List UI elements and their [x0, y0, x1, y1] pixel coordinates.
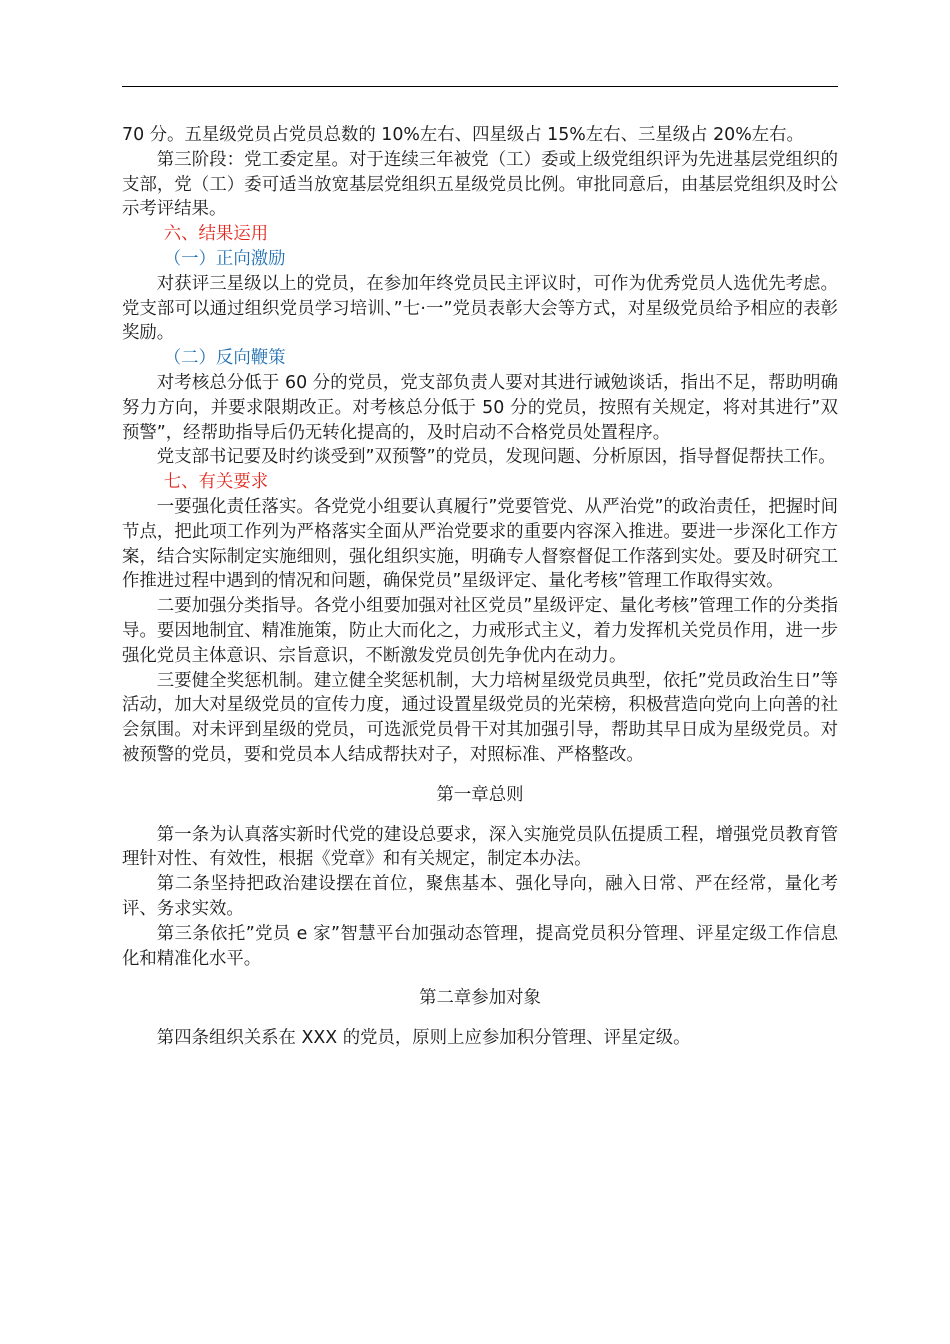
chapter-heading-two: 第二章参加对象 [419, 988, 541, 1009]
paragraph-continuation: 70 分。五星级党员占党员总数的 10%左右、四星级占 15%左右、三星级占 20%左右。 [122, 125, 804, 145]
document-body [122, 123, 838, 1051]
paragraph-positive-incentive: 对获评三星级以上的党员，在参加年终党员民主评议时，可作为优秀党员人选优先考虑。党支部可以通过组织党员学习培训、”七·一”党员表彰大会等方式，对星级党员给予相应的表彰奖励。 [122, 273, 838, 344]
paragraph-stage-three: 第三阶段：党工委定星。对于连续三年被党（工）委或上级党组织评为先进基层党组织的支部，党（工）委可适当放宽基层党组织五星级党员比例。审批同意后，由基层党组织及时公示考评结果。 [122, 149, 838, 220]
paragraph-secretary-talk: 党支部书记要及时约谈受到”双预警”的党员，发现问题、分析原因，指导督促帮扶工作。 [156, 447, 836, 468]
subsection-heading-positive: （一）正向激励 [163, 248, 286, 269]
chapter-heading-one: 第一章总则 [436, 784, 524, 805]
paragraph-guidance: 二要加强分类指导。各党小组要加强对社区党员”星级评定、量化考核”管理工作的分类指导。要因地制宜、精准施策，防止大而化之，力戒形式主义，着力发挥机关党员作用，进一步强化党员主体意识、宗旨意识，不断激发党员创先争优内在动力。 [122, 596, 838, 666]
paragraph-article-one: 第一条为认真落实新时代党的建设总要求，深入实施党员队伍提质工程，增强党员教育管理针对性、有效性，根据《党章》和有关规定，制定本办法。 [122, 824, 838, 870]
subsection-heading-negative: （二）反向鞭策 [163, 348, 286, 369]
paragraph-article-four: 第四条组织关系在 XXX 的党员，原则上应参加积分管理、评星定级。 [156, 1028, 691, 1049]
paragraph-article-two: 第二条坚持把政治建设摆在首位，聚焦基本、强化导向，融入日常、严在经常，量化考评、务求实效。 [122, 874, 838, 919]
paragraph-article-three: 第三条依托”党员 e 家”智慧平台加强动态管理，提高党员积分管理、评星定级工作信息化和精准化水平。 [122, 923, 838, 969]
section-heading-seven: 七、有关要求 [163, 472, 269, 493]
paragraph-rewards: 三要健全奖惩机制。建立健全奖惩机制，大力培树星级党员典型，依托”党员政治生日”等活动，加大对星级党员的宣传力度，通过设置星级党员的光荣榜，积极营造向党向上向善的社会氛围。对未评到星级的党员，可选派党员骨干对其加强引导，帮助其早日成为星级党员。对被预警的党员，要和党员本人结成帮扶对子，对照标准、严格整改。 [122, 670, 838, 765]
paragraph-responsibility: 一要强化责任落实。各党党小组要认真履行”党要管党、从严治党”的政治责任，把握时间节点，把此项工作列为严格落实全面从严治党要求的重要内容深入推进。要进一步深化工作方案，结合实际制定实施细则，强化组织实施，明确专人督察督促工作落到实处。要及时研究工作推进过程中遇到的情况和问题，确保党员”星级评定、量化考核”管理工作取得实效。 [122, 496, 838, 592]
paragraph-negative-incentive: 对考核总分低于 60 分的党员，党支部负责人要对其进行诫勉谈话，指出不足，帮助明确努力方向，并要求限期改正。对考核总分低于 50 分的党员，按照有关规定，将对其进行”双预警”，经帮助指导后仍无转化提高的，及时启动不合格党员处置程序。 [122, 372, 838, 443]
header-rule [122, 86, 838, 87]
section-heading-six: 六、结果运用 [163, 224, 269, 245]
